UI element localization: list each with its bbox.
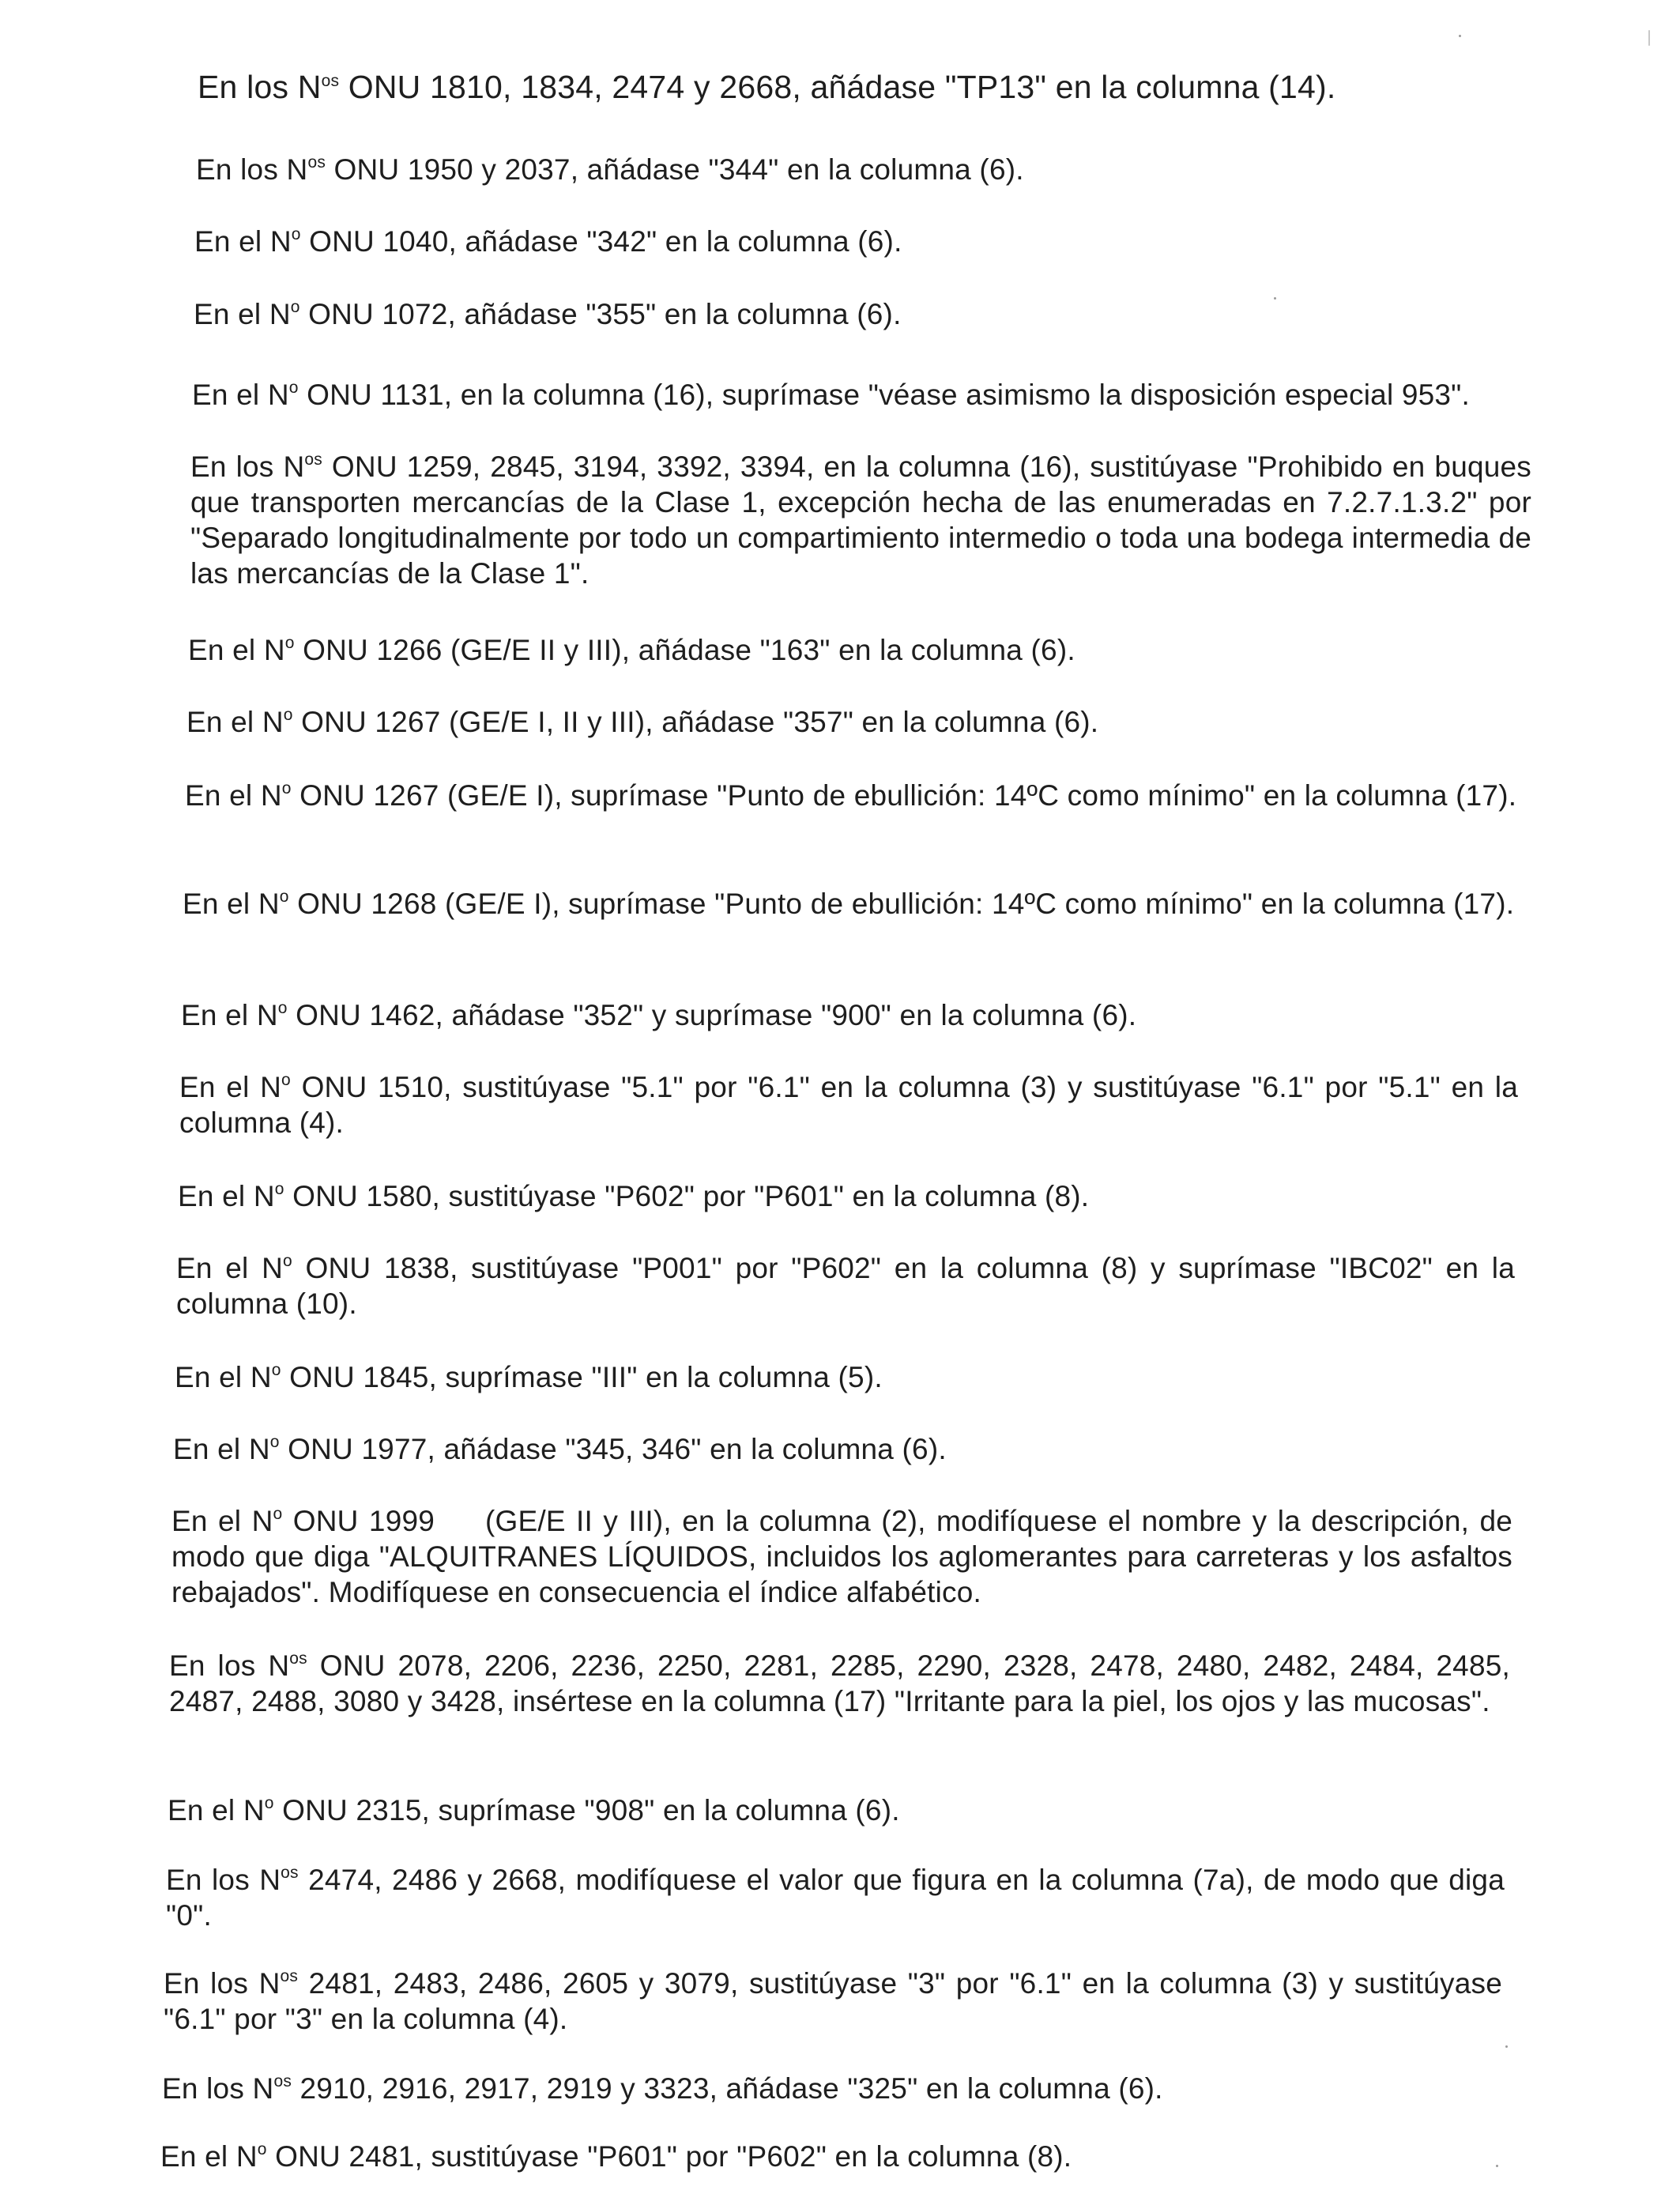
- number-superscript: o: [277, 999, 288, 1017]
- number-superscript: os: [307, 153, 326, 172]
- entry-prefix: En el N: [192, 379, 289, 411]
- number-superscript: os: [289, 1649, 307, 1668]
- amendment-entry-8: [186, 704, 1522, 740]
- entry-text: ONU 1040, añádase "342" en la columna (6).: [300, 225, 902, 258]
- number-superscript: o: [274, 1180, 284, 1198]
- amendment-entry-1: [198, 68, 1533, 106]
- entry-text: ONU 1810, 1834, 2474 y 2668, añádase "TP13" en la columna (14).: [339, 69, 1336, 105]
- amendment-entry-7: [188, 632, 1524, 668]
- entry-text: ONU 1462, añádase "352" y suprímase "900" en la columna (6).: [287, 999, 1137, 1031]
- amendment-entry-21: [164, 1966, 1502, 2037]
- scan-speck: [1505, 2045, 1508, 2048]
- entry-text: ONU 1267 (GE/E I), suprímase "Punto de ebullición: 14ºC como mínimo" en la columna (17).: [291, 779, 1517, 812]
- amendment-entry-11: [181, 997, 1516, 1033]
- amendment-entry-19: [168, 1793, 1503, 1828]
- entry-text: ONU 2315, suprímase "908" en la columna (6).: [273, 1794, 900, 1826]
- number-superscript: os: [273, 2072, 292, 2090]
- amendment-entry-9: [185, 778, 1524, 813]
- entry-prefix: En los N: [169, 1649, 290, 1682]
- amendment-entry-18: [169, 1648, 1510, 1719]
- entry-prefix: En el N: [171, 1505, 273, 1537]
- entry-text: ONU 1259, 2845, 3194, 3392, 3394, en la columna (16), sustitúyase "Prohibido en buques que transporten mercancías de la Clase 1, excepción hecha de las enumeradas en 7.2.7.1.3.2" por "Separado longitudinalmente por todo un compartimiento intermedio o toda una bodega intermedia de las mercancías de la Clase 1".: [190, 450, 1531, 590]
- entry-prefix: En el N: [188, 634, 285, 666]
- entry-text: 2474, 2486 y 2668, modifíquese el valor que figura en la columna (7a), de modo que diga "0".: [166, 1864, 1505, 1932]
- amendment-entry-2: [196, 152, 1531, 187]
- number-superscript: o: [264, 1794, 274, 1812]
- number-superscript: os: [281, 1864, 299, 1882]
- number-superscript: o: [281, 1071, 291, 1089]
- amendment-entry-17: [171, 1503, 1512, 1610]
- scan-speck: [1459, 35, 1461, 37]
- amendment-entry-20: [166, 1862, 1505, 1933]
- number-superscript: o: [283, 706, 293, 724]
- amendment-entry-10: [183, 886, 1521, 922]
- number-superscript: o: [288, 379, 299, 397]
- number-superscript: o: [291, 225, 301, 243]
- scan-speck: [1274, 297, 1276, 300]
- entry-prefix: En los N: [196, 153, 308, 186]
- entry-prefix: En los N: [166, 1864, 281, 1896]
- amendment-entry-13: [178, 1178, 1513, 1214]
- entry-text: ONU 1072, añádase "355" en la columna (6).: [299, 298, 902, 330]
- entry-prefix: En el N: [178, 1180, 275, 1212]
- amendment-entry-14: [176, 1250, 1515, 1321]
- number-superscript: o: [271, 1361, 281, 1379]
- number-superscript: o: [273, 1505, 283, 1523]
- number-superscript: os: [280, 1967, 299, 1985]
- amendment-entry-4: [194, 296, 1529, 332]
- amendment-entry-15: [175, 1359, 1510, 1395]
- entry-prefix: En los N: [190, 450, 305, 483]
- entry-text: ONU 1510, sustitúyase "5.1" por "6.1" en la columna (3) y sustitúyase "6.1" por "5.1" en la columna (4).: [179, 1071, 1518, 1139]
- entry-prefix: En el N: [194, 225, 292, 258]
- amendment-entry-16: [173, 1431, 1509, 1467]
- entry-text: 2481, 2483, 2486, 2605 y 3079, sustitúyase "3" por "6.1" en la columna (3) y sustitúyase "6.1" por "3" en la columna (4).: [164, 1967, 1502, 2035]
- entry-prefix: En el N: [194, 298, 291, 330]
- number-superscript: o: [269, 1433, 280, 1451]
- entry-text: 2910, 2916, 2917, 2919 y 3323, añádase "325" en la columna (6).: [292, 2072, 1163, 2105]
- scan-speck: [1648, 30, 1650, 46]
- entry-prefix: En el N: [186, 706, 284, 738]
- entry-prefix: En el N: [179, 1071, 282, 1103]
- entry-text: ONU 1267 (GE/E I, II y III), añádase "357" en la columna (6).: [292, 706, 1099, 738]
- scan-speck: [1496, 2165, 1498, 2167]
- number-superscript: os: [304, 450, 322, 469]
- number-superscript: o: [281, 779, 292, 797]
- entry-text: ONU 2481, sustitúyase "P601" por "P602" en la columna (8).: [266, 2140, 1072, 2173]
- entry-prefix: En el N: [183, 888, 280, 920]
- amendment-entry-22: [162, 2071, 1497, 2106]
- entry-prefix: En el N: [181, 999, 278, 1031]
- entry-text: ONU 2078, 2206, 2236, 2250, 2281, 2285, 2290, 2328, 2478, 2480, 2482, 2484, 2485, 2487, 2488, 3080 y 3428, insértese en la columna (17) "Irritante para la piel, los ojos y las mucosas".: [169, 1649, 1510, 1717]
- entry-prefix: En los N: [164, 1967, 281, 2000]
- amendment-entry-5: [192, 377, 1535, 413]
- number-superscript: o: [257, 2140, 267, 2158]
- entry-text: ONU 1950 y 2037, añádase "344" en la columna (6).: [326, 153, 1024, 186]
- entry-prefix: En el N: [176, 1252, 284, 1284]
- number-superscript: o: [279, 888, 289, 906]
- amendment-entry-3: [194, 224, 1530, 259]
- amendment-entry-23: [160, 2139, 1496, 2174]
- amendment-entry-6: [190, 449, 1531, 591]
- number-superscript: o: [290, 298, 300, 316]
- entry-prefix: En el N: [175, 1361, 272, 1393]
- entry-text: ONU 1131, en la columna (16), suprímase "véase asimismo la disposición especial 953".: [298, 379, 1470, 411]
- number-superscript: o: [283, 1252, 292, 1270]
- entry-prefix: En el N: [173, 1433, 270, 1465]
- entry-text: ONU 1977, añádase "345, 346" en la columna (6).: [279, 1433, 947, 1465]
- entry-prefix: En los N: [162, 2072, 274, 2105]
- entry-text: ONU 1999 (GE/E II y III), en la columna (2), modifíquese el nombre y la descripción, de modo que diga "ALQUITRANES LÍQUIDOS, incluidos los aglomerantes para carreteras y los asfaltos rebajados". Modifíquese en consecuencia el índice alfabético.: [171, 1505, 1513, 1608]
- entry-text: ONU 1266 (GE/E II y III), añádase "163" en la columna (6).: [294, 634, 1075, 666]
- entry-prefix: En el N: [160, 2140, 258, 2173]
- entry-text: ONU 1268 (GE/E I), suprímase "Punto de ebullición: 14ºC como mínimo" en la columna (17).: [288, 888, 1515, 920]
- entry-prefix: En el N: [168, 1794, 265, 1826]
- number-superscript: o: [284, 634, 295, 652]
- entry-prefix: En el N: [185, 779, 282, 812]
- amendment-entry-12: [179, 1069, 1518, 1140]
- entry-text: ONU 1580, sustitúyase "P602" por "P601" en la columna (8).: [284, 1180, 1090, 1212]
- entry-text: ONU 1838, sustitúyase "P001" por "P602" en la columna (8) y suprímase "IBC02" en la columna (10).: [176, 1252, 1515, 1320]
- entry-text: ONU 1845, suprímase "III" en la columna (5).: [281, 1361, 883, 1393]
- entry-prefix: En los N: [198, 69, 322, 105]
- number-superscript: os: [321, 72, 340, 90]
